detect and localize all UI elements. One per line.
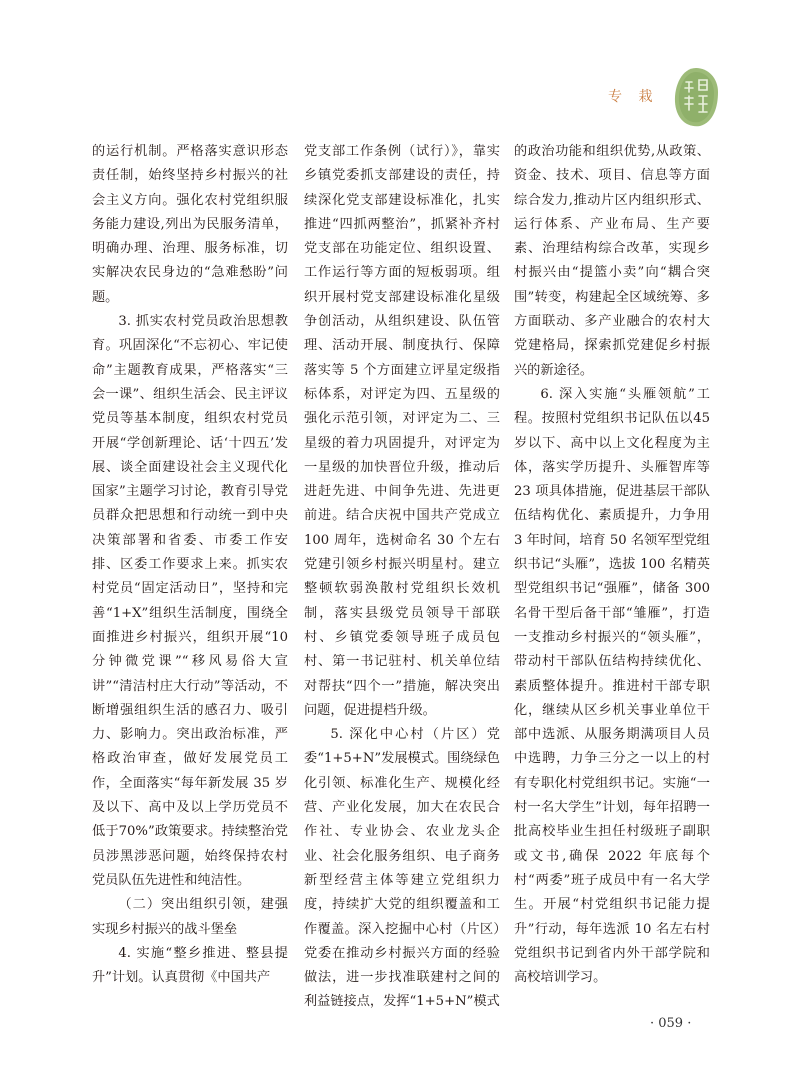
text-column-3 (514, 140, 710, 990)
page-number: · 059 · (650, 1016, 692, 1031)
paragraph: 党支部工作条例（试行）》，靠实乡镇党委抓支部建设的责任，持续深化党支部建设标准化，扎实推进“四抓两整治”，抓紧补齐村党支部在功能定位、组织设置、工作运行等方面的短板弱项。组织开展村党支部建设标准化星级争创活动，从组织建设、队伍管理、活动开展、制度执行、保障落实等 5 个方面建立评星定级指标体系，对评定为四、五星级的强化示范引领，对评定为二、三星级的着力巩固提升，对评定为一星级的加快晋位升级，推动后进赶先进、中间争先进、先进更前进。结合庆祝中国共产党成立 100 周年，选树命名 30 个左右党建引领乡村振兴明星村。建立整顿软弱涣散村党组织长效机制，落实县级党员领导干部联村、乡镇党委领导班子成员包村、第一书记驻村、机关单位结对帮扶“四个一”措施，解决突出问题，促进提档升级。 (304, 144, 500, 718)
paragraph: 的政治功能和组织优势,从政策、资金、技术、项目、信息等方面综合发力,推动片区内组织形式、运行体系、产业布局、生产要素、治理结构综合改革，实现乡村振兴由“提篮小卖”向“耦合突围”转变，构建起全区域统筹、多方面联动、多产业融合的农村大党建格局，探索抓党建促乡村振兴的新途径。 (514, 144, 710, 378)
paragraph: 5. 深化中心村（片区）党委“1+5+N”发展模式。围绕绿色化引领、标准化生产、规模化经营、产业化发展，加大在农民合作社、专业协会、农业龙头企业、社会化服务组织、电子商务新型经营主体等建立党组织力度，持续扩大党的组织覆盖和工作覆盖。深入挖掘中心村（片区）党委在推动乡村振兴方面的经验做法，进一步找准联建村之间的利益链接点，发挥“1+5+N”模式 (304, 727, 500, 1010)
paragraph: 6. 深入实施“头雁领航”工程。按照村党组织书记队伍以45 岁以下、高中以上文化程度为主体，落实学历提升、头雁智库等 23 项具体措施，促进基层干部队伍结构优化、素质提升，力争用 3 年时间，培育 50 名领军型党组织书记“头雁”，选拔 100 名精英型党组织书记“强雁”，储备 300 名骨干型后备干部“雏雁”，打造一支推动乡村振兴的“领头雁”，带动村干部队伍结构持续优化、素质整体提升。推进村干部专职化，继续从区乡机关事业单位干部中选派、从服务期满项目人员中选聘，力争三分之一以上的村有专职化村党组织书记。实施“一村一名大学生”计划，每年招聘一批高校毕业生担任村级班子副职或文书,确保 2022 年底每个村“两委”班子成员中有一名大学生。开展“村党组织书记能力提升”行动，每年选派 10 名左右村党组织书记到省内外干部学院和高校培训学习。 (514, 386, 710, 986)
green-seal-icon (672, 66, 720, 128)
paragraph: 3. 抓实农村党员政治思想教育。巩固深化“不忘初心、牢记使命”主题教育成果，严格落实“三会一课”、组织生活会、民主评议党员等基本制度，组织农村党员开展“学创新理论、话‘十四五’发展、谈全面建设社会主义现代化国家”主题学习讨论，教育引导党员群众把思想和行动统一到中央决策部署和省委、市委工作安排、区委工作要求上来。抓实农村党员“固定活动日”，坚持和完善“1+X”组织生活制度，围绕全面推进乡村振兴，组织开展“10 分钟微党课”“移风易俗大宣讲”“清洁村庄大行动”等活动，不断增强组织生活的感召力、吸引力、影响力。突出政治标准，严格政治审查，做好发展党员工作，全面落实“每年新发展 35 岁及以下、高中及以上学历党员不低于70%”政策要求。持续整治党员涉黑涉恶问题，始终保持农村党员队伍先进性和纯洁性。 (92, 314, 288, 888)
section-heading: （二）突出组织引领，建强实现乡村振兴的战斗堡垒 (92, 897, 288, 937)
text-column-1 (92, 140, 288, 990)
paragraph: 的运行机制。严格落实意识形态责任制，始终坚持乡村振兴的社会主义方向。强化农村党组织服务能力建设,列出为民服务清单，明确办理、治理、服务标准，切实解决农民身边的“急难愁盼”问题。 (92, 144, 288, 305)
section-label: 专 栽 (608, 89, 659, 105)
text-column-2 (304, 140, 500, 1015)
paragraph: 4. 实施“整乡推进、整县提升”计划。认真贯彻《中国共产 (92, 945, 288, 986)
